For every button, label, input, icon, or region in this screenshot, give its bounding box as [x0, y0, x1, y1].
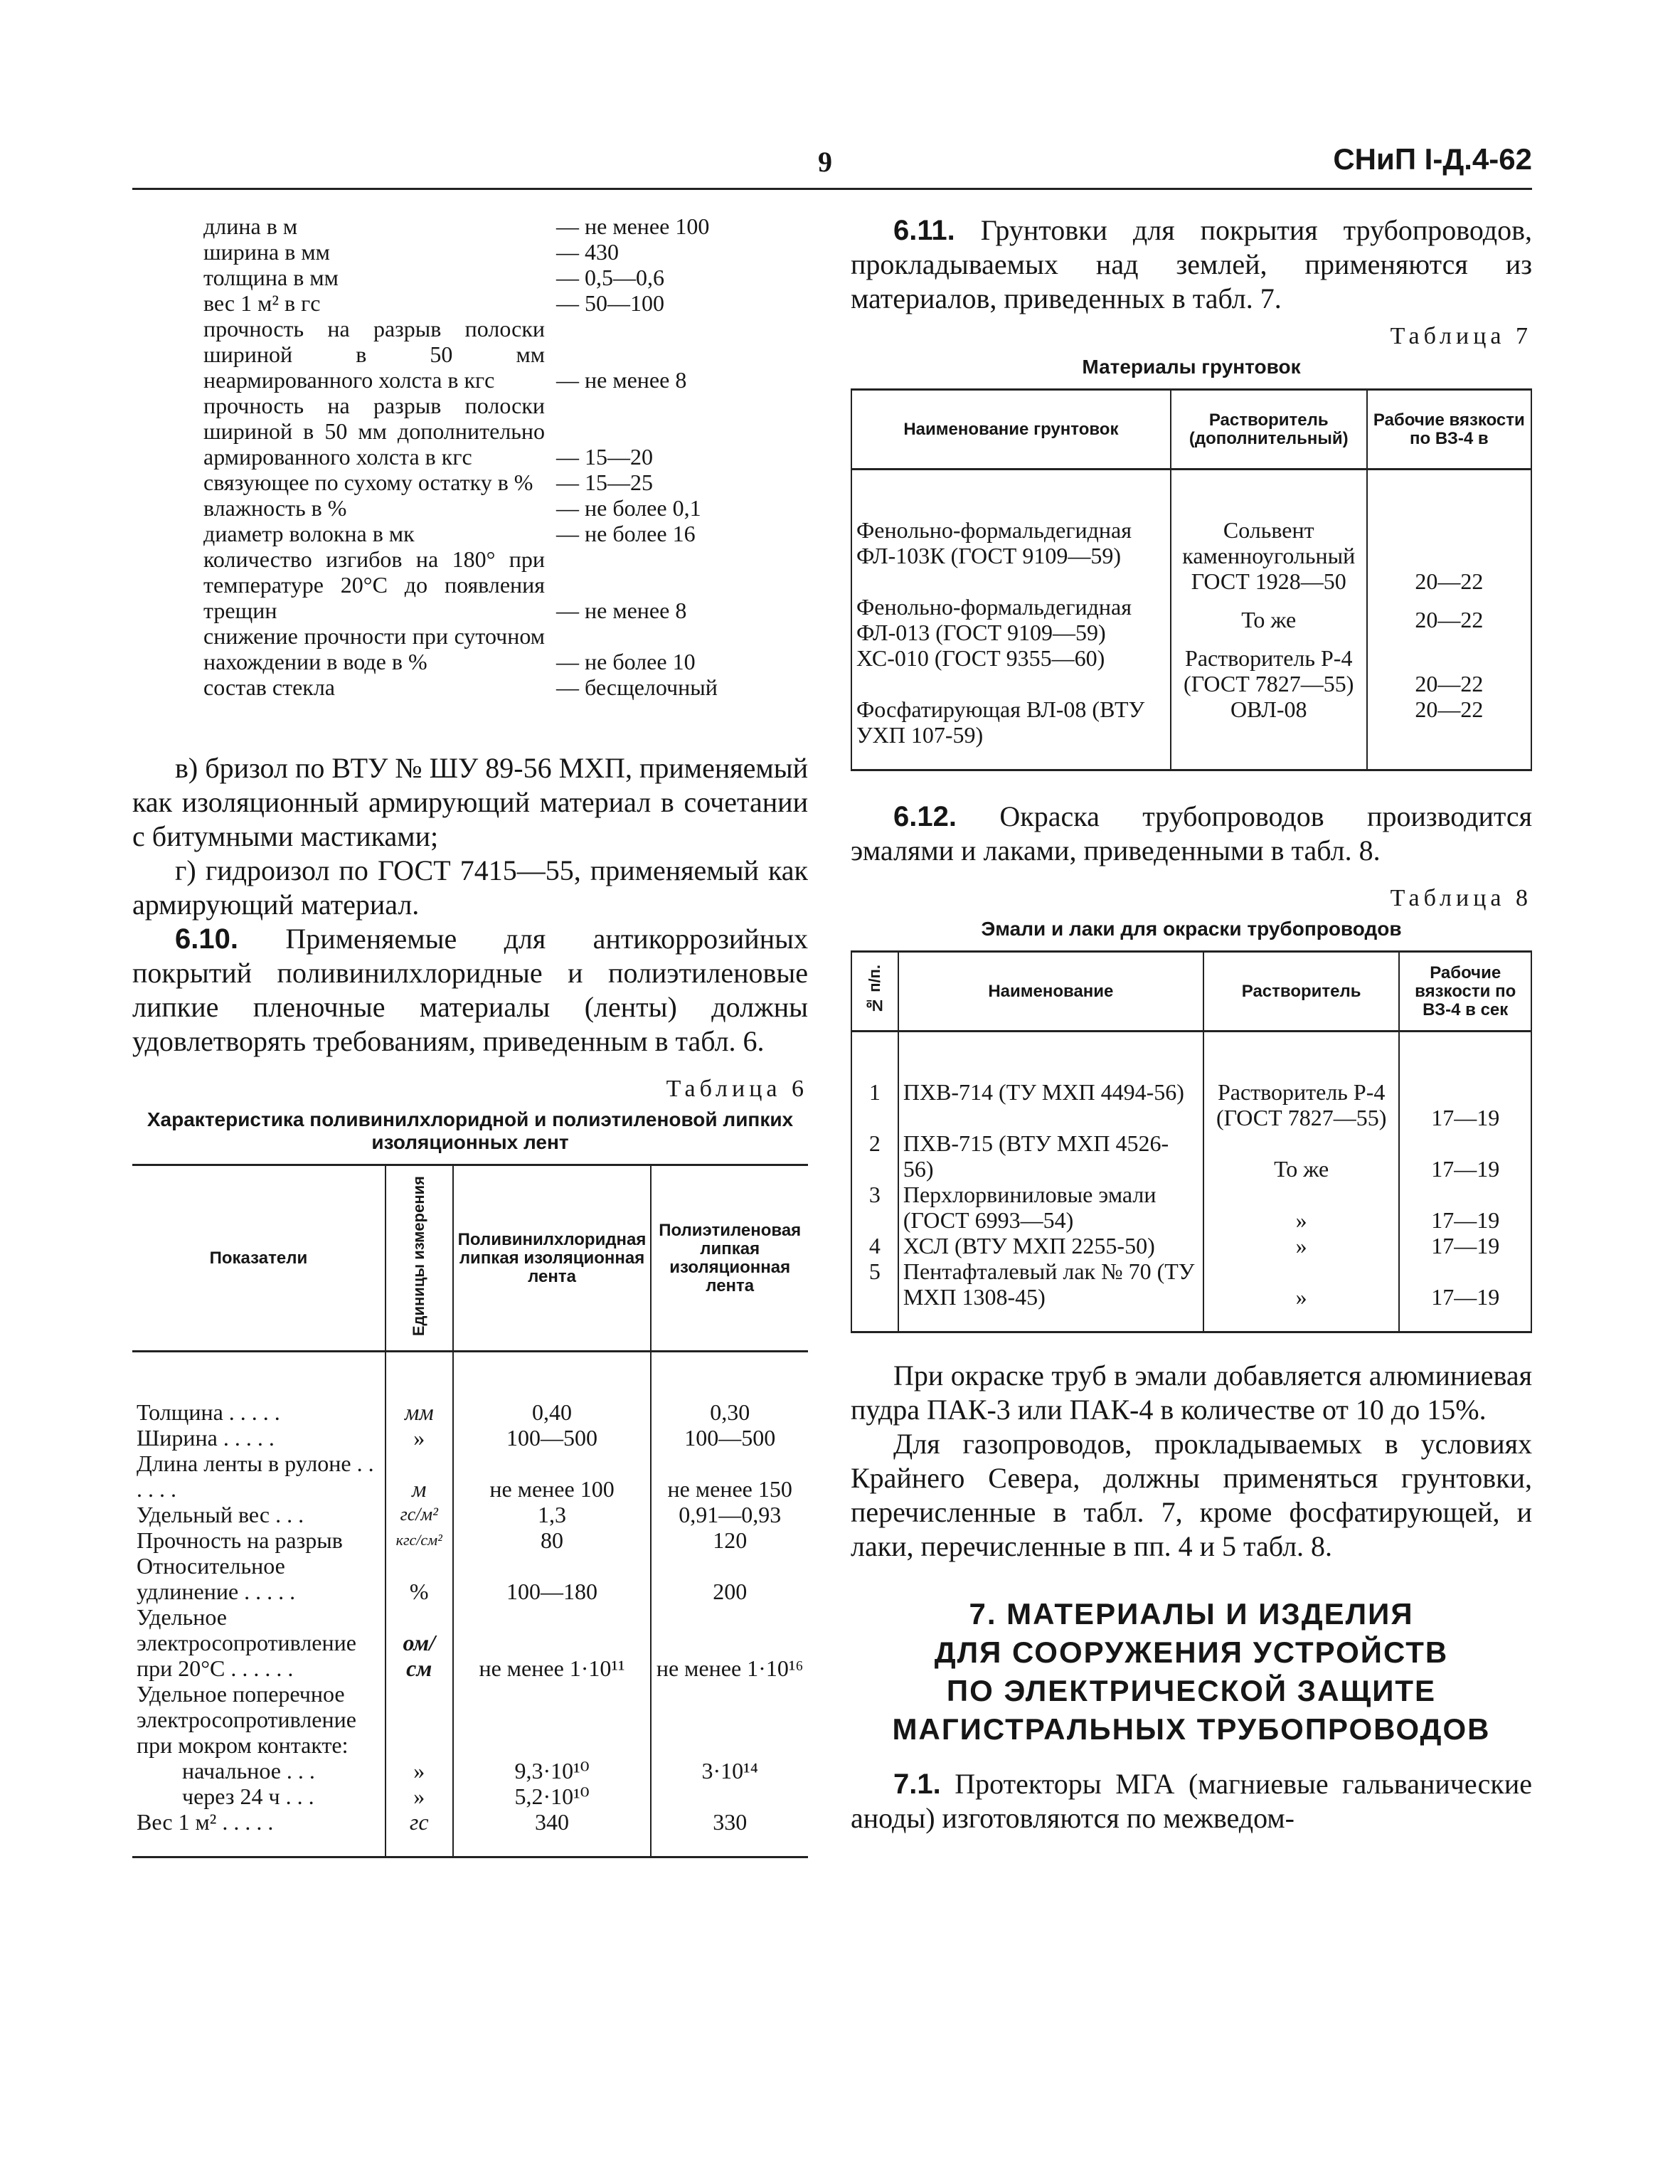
section-title-line: 7. МАТЕРИАЛЫ И ИЗДЕЛИЯ [969, 1597, 1414, 1631]
spec-value: — 430 [556, 239, 619, 265]
table-cell: 20—22 [1367, 645, 1531, 696]
table-cell: начальное . . . [132, 1758, 386, 1783]
table-6-title: Характеристика поливинилхлоридной и полиэтиленовой липких изоляционных лент [147, 1108, 794, 1153]
spec-row [203, 521, 815, 546]
spec-name: снижение прочности при суточном нахождении в воде в % [203, 623, 545, 674]
table-cell: 9,3·10¹⁰ [453, 1758, 652, 1783]
column-header: Рабочие вязкости по ВЗ-4 в сек [1399, 952, 1531, 1032]
column-header: Растворитель (дополнительный) [1171, 390, 1367, 470]
spec-row [203, 316, 815, 393]
table-cell: Пентафталевый лак № 70 (ТУ МХП 1308-45) [898, 1258, 1203, 1332]
table-cell: Толщина . . . . . [132, 1352, 386, 1426]
paragraph-6-11 [851, 213, 1532, 316]
table-cell [651, 1783, 808, 1809]
table-cell: » [1203, 1182, 1400, 1233]
table-cell: 120 [651, 1527, 808, 1553]
spec-value: — 15—20 [556, 444, 653, 470]
table-cell: 17—19 [1399, 1130, 1531, 1182]
table-cell: 17—19 [1399, 1233, 1531, 1258]
table-header-row [132, 1165, 808, 1352]
table-cell: То же [1203, 1130, 1400, 1182]
spec-row [203, 495, 815, 521]
table-cell: не менее 150 [651, 1451, 808, 1502]
table-row [851, 645, 1531, 696]
table-6-number: Таблица 6 [666, 1076, 808, 1102]
spec-row [203, 213, 815, 239]
table-cell: Фенольно-формальдегидная ФЛ-013 (ГОСТ 9109—59) [851, 594, 1171, 645]
table-cell: мм [386, 1352, 453, 1426]
table-cell: Длина ленты в рулоне . . . . . . [132, 1451, 386, 1502]
spec-name: прочность на разрыв полоски шириной в 50 мм неармированного холста в кгс [203, 316, 545, 393]
spec-name: ширина в мм [203, 239, 330, 265]
spec-name: влажность в % [203, 495, 347, 521]
section-7-title [851, 1595, 1532, 1749]
table-header-row [851, 952, 1531, 1032]
page-number: 9 [818, 146, 832, 178]
table-cell: 80 [453, 1527, 652, 1553]
table-cell: 2 [851, 1130, 898, 1182]
table-row [851, 1233, 1531, 1258]
table-cell: 17—19 [1399, 1258, 1531, 1332]
table-cell: 5 [851, 1258, 898, 1332]
table-6 [132, 1164, 808, 1858]
paragraph-brizol: в) бризол по ВТУ № ШУ 89-56 МХП, применяемый как изоляционный армирующий материал в сочетании с битумными мастиками; [132, 752, 808, 852]
table-cell: 200 [651, 1553, 808, 1604]
table-row [132, 1758, 808, 1783]
table-cell: Относительное удлинение . . . . . [132, 1553, 386, 1604]
table-row [132, 1451, 808, 1502]
table-cell: 330 [651, 1809, 808, 1857]
column-header: Растворитель [1203, 952, 1400, 1032]
table-cell: 100—180 [453, 1553, 652, 1604]
spec-name: прочность на разрыв полоски шириной в 50 мм дополнительно армированного холста в кгс [203, 393, 545, 470]
column-header: Наименование [898, 952, 1203, 1032]
spec-value: — 15—25 [556, 470, 653, 495]
table-cell: не менее 1·10¹⁶ [651, 1604, 808, 1681]
table-cell: Растворитель Р-4 (ГОСТ 7827—55) [1171, 645, 1367, 696]
table-cell: Перхлорвиниловые эмали (ГОСТ 6993—54) [898, 1182, 1203, 1233]
table-cell: » [386, 1425, 453, 1451]
column-header: Показатели [132, 1165, 386, 1352]
table-row [132, 1783, 808, 1809]
table-7 [851, 388, 1532, 771]
spec-value: — 0,5—0,6 [556, 265, 664, 290]
spec-name: связующее по сухому остатку в % [203, 470, 533, 495]
document-code: СНиП I-Д.4-62 [1333, 142, 1532, 176]
table-cell: 340 [453, 1809, 652, 1857]
spec-name: состав стекла [203, 674, 335, 700]
section-title-line: МАГИСТРАЛЬНЫХ ТРУБОПРОВОДОВ [892, 1712, 1491, 1746]
column-header [851, 952, 898, 1032]
table-cell: » [386, 1758, 453, 1783]
table-cell: 1 [851, 1032, 898, 1131]
table-cell: 5,2·10¹⁰ [453, 1783, 652, 1809]
table-row [851, 1182, 1531, 1233]
table-cell: » [386, 1783, 453, 1809]
paragraph-6-12 [851, 800, 1532, 868]
clause-text: Применяемые для антикоррозийных покрытий поливинилхлоридные и полиэтиленовые липкие пленочные материалы (ленты) должны удовлетворять требованиям, приведенным в табл. 6. [132, 923, 808, 1057]
table-row [132, 1352, 808, 1426]
table-8 [851, 950, 1532, 1333]
table-cell: » [1203, 1233, 1400, 1258]
table-cell: ОВЛ-08 [1171, 696, 1367, 770]
table-cell: » [1203, 1258, 1400, 1332]
column-header [386, 1165, 453, 1352]
table-cell [453, 1681, 652, 1758]
table-cell: не менее 100 [453, 1451, 652, 1502]
column-header: Рабочие вязкости по ВЗ-4 в [1367, 390, 1531, 470]
spec-name: толщина в мм [203, 265, 339, 290]
column-header-vertical: Единицы измерения [410, 1176, 428, 1337]
table-cell: ХСЛ (ВТУ МХП 2255-50) [898, 1233, 1203, 1258]
table-cell: 1,3 [453, 1502, 652, 1527]
table-cell: ХС-010 (ГОСТ 9355—60) [851, 645, 1171, 696]
table-cell: Прочность на разрыв [132, 1527, 386, 1553]
table-cell: Вес 1 м² . . . . . [132, 1809, 386, 1857]
spec-name: количество изгибов на 180° при температуре 20°С до появления трещин [203, 546, 545, 623]
table-header-row [851, 390, 1531, 470]
table-cell: Фосфатирующая ВЛ-08 (ВТУ УХП 107-59) [851, 696, 1171, 770]
clause-number: 6.12. [893, 801, 957, 832]
table-8-number: Таблица 8 [1390, 885, 1532, 911]
table-cell: Сольвент каменноугольный ГОСТ 1928—50 [1171, 470, 1367, 595]
spec-name: вес 1 м² в гс [203, 290, 321, 316]
table-cell: 3·10¹⁴ [651, 1758, 808, 1783]
table-cell: 20—22 [1367, 594, 1531, 645]
table-cell: Удельное поперечное электросопротивление при мокром контакте: [132, 1681, 386, 1758]
spec-value: — бесщелочный [556, 674, 718, 700]
table-cell: 17—19 [1399, 1182, 1531, 1233]
paragraph-aluminium-powder: При окраске труб в эмали добавляется алюминиевая пудра ПАК-3 или ПАК-4 в количестве от 10 до 15%. [851, 1359, 1532, 1426]
table-cell: 0,40 [453, 1352, 652, 1426]
spec-value: — не менее 100 [556, 213, 710, 239]
table-cell: 20—22 [1367, 696, 1531, 770]
table-cell: не менее 1·10¹¹ [453, 1604, 652, 1681]
clause-text: Грунтовки для покрытия трубопроводов, прокладываемых над землей, применяются из материалов, приведенных в табл. 7. [851, 214, 1532, 314]
table-cell: 0,30 [651, 1352, 808, 1426]
table-cell: 17—19 [1399, 1032, 1531, 1131]
table-row [132, 1681, 808, 1758]
table-cell: Растворитель Р-4 (ГОСТ 7827—55) [1203, 1032, 1400, 1131]
spec-value: — 50—100 [556, 290, 664, 316]
column-header: Полиэтиленовая липкая изоляционная лента [651, 1165, 808, 1352]
spec-row [203, 623, 815, 674]
table-cell: гс [386, 1809, 453, 1857]
left-column [132, 213, 808, 1858]
table-cell: 100—500 [651, 1425, 808, 1451]
clause-number: 6.11. [893, 215, 955, 246]
spec-row [203, 470, 815, 495]
table-cell: 20—22 [1367, 470, 1531, 595]
table-cell [651, 1681, 808, 1758]
spec-value: — не более 10 [556, 649, 696, 674]
table-cell: гс/м² [386, 1502, 453, 1527]
table-row [132, 1425, 808, 1451]
paragraph-7-1 [851, 1767, 1532, 1835]
table-cell: 0,91—0,93 [651, 1502, 808, 1527]
table-cell: Фенольно-формальдегидная ФЛ-103К (ГОСТ 9109—59) [851, 470, 1171, 595]
table-cell: кгс/см² [386, 1527, 453, 1553]
column-header: Наименование грунтовок [851, 390, 1171, 470]
clause-number: 7.1. [893, 1769, 941, 1800]
column-header: Поливинилхлоридная липкая изоляционная лента [453, 1165, 652, 1352]
table-row [132, 1604, 808, 1681]
spec-row [203, 393, 815, 470]
table-row [851, 1258, 1531, 1332]
table-row [132, 1502, 808, 1527]
right-column [851, 213, 1532, 1835]
spec-value: — не менее 8 [556, 367, 687, 393]
spec-row [203, 290, 815, 316]
table-row [132, 1809, 808, 1857]
clause-number: 6.10. [175, 923, 238, 955]
table-cell: 4 [851, 1233, 898, 1258]
table-cell: ПХВ-714 (ТУ МХП 4494-56) [898, 1032, 1203, 1131]
table-row [851, 1130, 1531, 1182]
table-row [851, 470, 1531, 595]
table-cell: через 24 ч . . . [132, 1783, 386, 1809]
table-cell: 100—500 [453, 1425, 652, 1451]
table-cell: м [386, 1451, 453, 1502]
table-7-title: Материалы грунтовок [1082, 356, 1301, 378]
column-header-vertical: № п/п. [865, 964, 883, 1014]
table-cell: Удельное электросопротивление при 20°С . . . . . . [132, 1604, 386, 1681]
table-cell: ПХВ-715 (ВТУ МХП 4526-56) [898, 1130, 1203, 1182]
table-row [851, 594, 1531, 645]
section-title-line: ДЛЯ СООРУЖЕНИЯ УСТРОЙСТВ [934, 1636, 1449, 1669]
table-row [851, 1032, 1531, 1131]
section-title-line: ПО ЭЛЕКТРИЧЕСКОЙ ЗАЩИТЕ [946, 1674, 1437, 1707]
paragraph-gidroizol: г) гидроизол по ГОСТ 7415—55, применяемый как армирующий материал. [132, 854, 808, 921]
paragraph-6-10 [132, 922, 808, 1059]
table-row [132, 1527, 808, 1553]
table-row [132, 1553, 808, 1604]
spec-row [203, 265, 815, 290]
table-cell: ом/см [386, 1604, 453, 1681]
table-row [851, 696, 1531, 770]
table-cell: То же [1171, 594, 1367, 645]
spec-row [203, 546, 815, 623]
table-8-title: Эмали и лаки для окраски трубопроводов [981, 918, 1402, 940]
spec-row [203, 674, 815, 700]
clause-text: Окраска трубопроводов производится эмалями и лаками, приведенными в табл. 8. [851, 800, 1533, 866]
paragraph-gas-pipelines: Для газопроводов, прокладываемых в условиях Крайнего Севера, должны применяться грунтовки, перечисленные в табл. 7, кроме фосфатирующей, и лаки, перечисленные в пп. 4 и 5 табл. 8. [851, 1428, 1532, 1562]
table-cell: Удельный вес . . . [132, 1502, 386, 1527]
spec-value: — не более 0,1 [556, 495, 701, 521]
table-7-number: Таблица 7 [1390, 323, 1532, 349]
table-cell: 3 [851, 1182, 898, 1233]
spec-name: диаметр волокна в мк [203, 521, 415, 546]
clause-text: Протекторы МГА (магниевые гальванические аноды) изготовляются по межведом- [851, 1768, 1533, 1834]
spec-name: длина в м [203, 213, 298, 239]
table-cell: % [386, 1553, 453, 1604]
spec-row [203, 239, 815, 265]
table-cell: Ширина . . . . . [132, 1425, 386, 1451]
header-rule [132, 188, 1532, 190]
spec-list [203, 213, 815, 700]
spec-value: — не более 16 [556, 521, 696, 546]
spec-value: — не менее 8 [556, 598, 687, 623]
table-cell [386, 1681, 453, 1758]
